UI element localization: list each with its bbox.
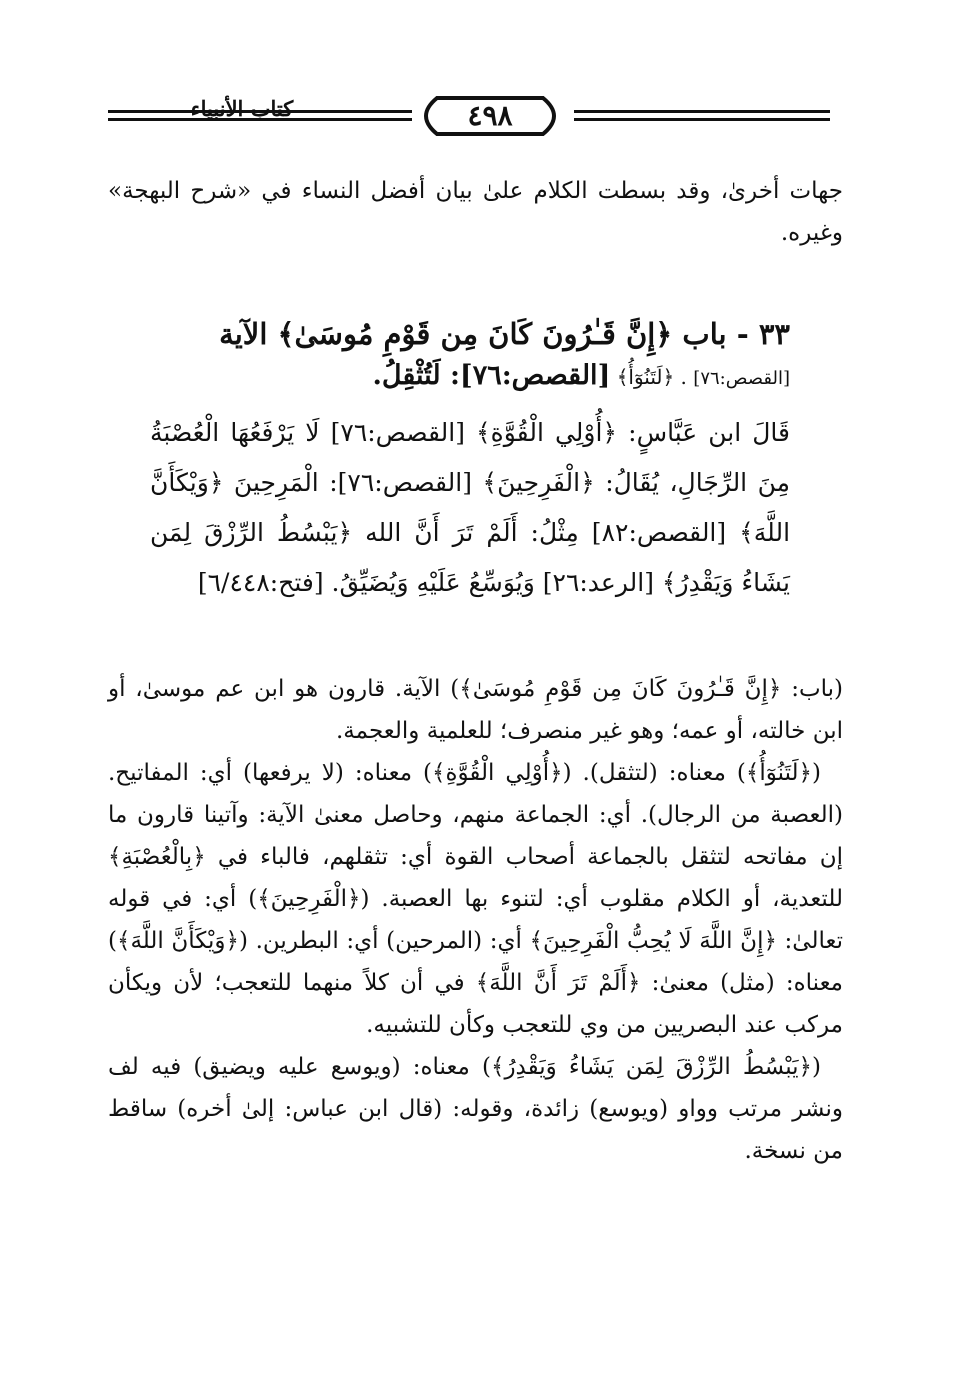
commentary (108, 668, 843, 1172)
quran-reference: [القصص:٧٦] (693, 368, 790, 389)
header-rule-left (108, 96, 168, 116)
chapter-title: ٣٣ - باب ﴿إِنَّ قَـٰرُونَ كَانَ مِن قَوْمِ مُوسَىٰ﴾ الآية (219, 317, 790, 351)
quran-word: . ﴿لَتَنُوٓأُ﴾ (616, 365, 687, 389)
commentary-paragraph: (باب: ﴿إِنَّ قَـٰرُونَ كَانَ مِن قَوْمِ مُوسَىٰ﴾) الآية. قارون هو ابن عم موسىٰ، أو ابن خالته، أو عمه؛ وهو غير منصرف؛ للعلمية والعجمة. (108, 676, 843, 744)
page-number: ٤٩٨ (467, 99, 513, 132)
commentary-paragraph: (﴿لَتَنُوٓأُ﴾) معناه: (لتثقل). (﴿أُوْلِي الْقُوَّةِ﴾) معناه: (لا يرفعها) أي: المفاتيح. (العصبة من الرجال). أي: الجماعة منهم، وحاصل معنىٰ الآية: وآتينا قارون ما إن مفاتحه لتثقل بالجماعة أصحاب القوة أي: تثقلهم، فالباء في ﴿بِالْعُصْبَةِ﴾ للتعدية، أو الكلام مقلوب أي: لتنوء بها العصبة. (﴿الْفَرِحِينَ﴾) أي: في قوله تعالىٰ: ﴿إِنَّ اللَّهَ لَا يُحِبُّ الْفَرِحِينَ﴾ أي: (المرحين) أي: البطرين. (﴿وَيْكَأَنَّ اللَّهَ﴾) معناه: (مثل) معنىٰ: ﴿أَلَمْ تَرَ أَنَّ اللَّهَ﴾ في أن كلاً منهما للتعجب؛ لأن ويكأن مركب عند البصريين من وي للتعجب وكأن للتشبيه. (108, 760, 843, 1038)
commentary-paragraph: (﴿يَبْسُطُ الرِّزْقَ لِمَن يَشَاءُ وَيَقْدِرُ﴾) معناه: (ويوسع عليه ويضيق) فيه لف ونشر مرتب وواو (ويوسع) زائدة، وقوله: (قال ابن عباس: إلىٰ أخره) ساقط من نسخة. (108, 1054, 843, 1164)
hadith-quote: قَالَ ابن عَبَّاسٍ: ﴿أُوْلِي الْقُوَّةِ﴾ [القصص:٧٦] لَا يَرْفَعُهَا الْعُصْبَةُ مِنَ الرِّجَالِ، يُقَالُ: ﴿الْفَرِحِينَ﴾ [القصص:٧٦]: الْمَرِحِينَ ﴿وَيْكَأَنَّ اللَّهَ﴾ [القصص:٨٢] مِثْلُ: أَلَمْ تَرَ أَنَّ الله ﴿يَبْسُطُ الرِّزْقَ لِمَن يَشَاءُ وَيَقْدِرُ﴾ [الرعد:٢٦] وَيُوَسِّعُ عَلَيْهِ وَيُضَيِّقُ. [فتح:٦/٤٤٨] (150, 418, 791, 597)
chapter-reference-line (150, 356, 790, 399)
header-title-block (290, 90, 750, 150)
quran-reference-bold: [القصص:٧٦]: لَتُثْقِلُ. (372, 360, 611, 391)
book-title: كتاب الأنبياء (190, 96, 294, 121)
intro-paragraph: جهات أخرىٰ، وقد بسطت الكلام علىٰ بيان أفضل النساء في «شرح البهجة» وغيره. (108, 178, 843, 246)
